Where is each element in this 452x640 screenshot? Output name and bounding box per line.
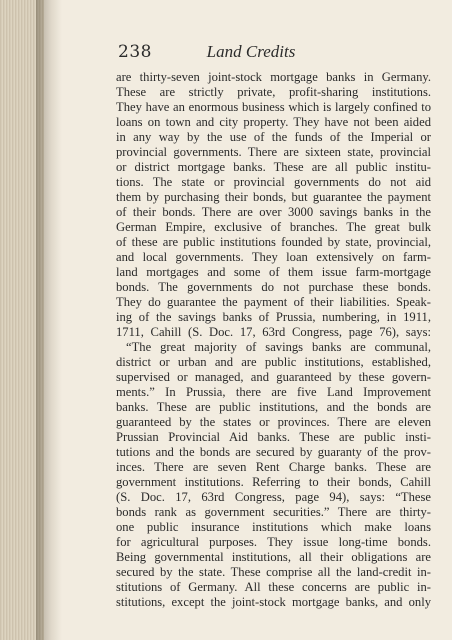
text-line: them by purchasing their bonds, but guarantee the payment [116, 190, 431, 204]
text-line: in any way by the use of the funds of the Imperial or [116, 130, 431, 144]
text-line: These are strictly private, profit-sharing institutions. [116, 85, 431, 99]
text-line: (S. Doc. 17, 63rd Congress, page 94), says: “These [116, 490, 431, 504]
text-line: ing of the savings banks of Prussia, numbering, in 1911, [116, 310, 431, 324]
text-line: are thirty-seven joint-stock mortgage banks in Germany. [116, 70, 431, 84]
text-line: tions. The state or provincial governments do not aid [116, 175, 431, 189]
text-line: and local governments. They loan extensively on farm- [116, 250, 431, 264]
text-line: bonds rank as government securities.” There are thirty- [116, 505, 431, 519]
text-line: They have an enormous business which is largely confined to [116, 100, 431, 114]
text-line: German Empire, exclusive of branches. The great bulk [116, 220, 431, 234]
text-line: secured by the state. These comprise all the land-credit in- [116, 565, 431, 579]
page-number: 238 [118, 42, 152, 62]
text-line: provincial governments. There are sixteen state, provincial [116, 145, 431, 159]
gutter-shadow [36, 0, 62, 640]
text-line: Being governmental institutions, all their obligations are [116, 550, 431, 564]
text-line: loans on town and city property. They have not been aided [116, 115, 431, 129]
text-line: tutions and the bonds are secured by guaranty of the prov- [116, 445, 431, 459]
body-text [116, 70, 431, 610]
text-line: guaranteed by the states or provinces. There are eleven [116, 415, 431, 429]
text-line: government institutions. Referring to their bonds, Cahill [116, 475, 431, 489]
text-line: district or urban and are public institutions, established, [116, 355, 431, 369]
running-title: Land Credits [206, 42, 296, 61]
text-line: They do guarantee the payment of their liabilities. Speak- [116, 295, 431, 309]
text-line: bonds. The governments do not purchase these bonds. [116, 280, 431, 294]
text-line: of their bonds. There are over 3000 savings banks in the [116, 205, 431, 219]
text-line: one public insurance institutions which make loans [116, 520, 431, 534]
text-line: inces. There are seven Rent Charge banks. These are [116, 460, 431, 474]
text-line: ments.” In Prussia, there are five Land Improvement [116, 385, 431, 399]
text-line: for agricultural purposes. They issue long-time bonds. [116, 535, 431, 549]
text-line: 1711, Cahill (S. Doc. 17, 63rd Congress, page 76), says: [116, 325, 431, 339]
text-line: stitutions of Germany. All these concerns are public in- [116, 580, 431, 594]
text-line: supervised or managed, and guaranteed by these govern- [116, 370, 431, 384]
text-line: or district mortgage banks. These are all public institu- [116, 160, 431, 174]
text-line: of these are public institutions founded by state, provincial, [116, 235, 431, 249]
text-line: Prussian Provincial Aid banks. These are public insti- [116, 430, 431, 444]
text-line: banks. These are public institutions, and the bonds are [116, 400, 431, 414]
text-line: land mortgages and some of them issue farm-mortgage [116, 265, 431, 279]
text-line: stitutions, except the joint-stock mortgage banks, and only [116, 595, 431, 609]
text-line: “The great majority of savings banks are communal, [126, 340, 431, 354]
